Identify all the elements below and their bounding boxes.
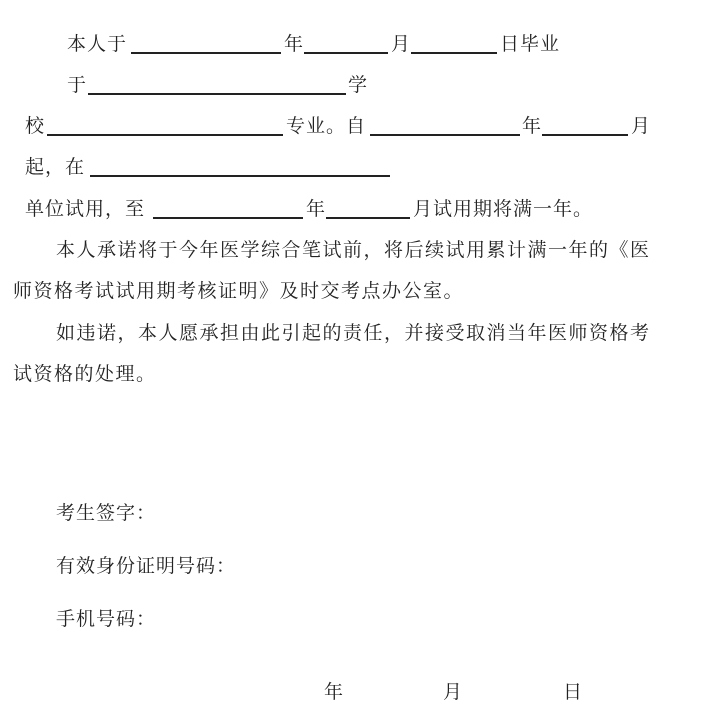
line5-suffix: 月试用期将满一年。 [413,198,594,220]
school-name-blank[interactable] [88,93,346,95]
paragraph1-line2: 师资格考试试用期考核证明》及时交考点办公室。 [13,280,465,302]
line5-year-label: 年 [306,198,327,220]
line1-month-label: 月 [391,33,412,55]
paragraph2-line2: 试资格的处理。 [13,363,157,385]
id-number-label: 有效身份证明号码： [56,555,237,577]
trial-start-year-blank[interactable] [370,134,520,136]
line3-month-label: 月 [631,115,652,137]
candidate-signature-label: 考生签字： [56,502,157,524]
graduation-month-blank[interactable] [304,52,388,54]
line1-suffix: 日毕业 [500,33,561,55]
trial-end-month-blank[interactable] [326,217,410,219]
paragraph2-line1: 如违诺，本人愿承担由此引起的责任，并接受取消当年医师资格考 [56,322,651,344]
phone-number-label: 手机号码： [56,608,157,630]
line4-prefix: 起，在 [25,156,86,178]
work-unit-blank[interactable] [90,175,390,177]
date-year-label: 年 [324,681,345,703]
line3-year-label: 年 [522,115,543,137]
trial-start-month-blank[interactable] [542,134,628,136]
line1-year-label: 年 [284,33,305,55]
line3-middle: 专业。自 [286,115,367,137]
graduation-year-blank[interactable] [131,52,281,54]
date-month-label: 月 [443,681,464,703]
line1-prefix: 本人于 [67,33,128,55]
line3-prefix: 校 [25,115,46,137]
paragraph1-line1: 本人承诺将于今年医学综合笔试前，将后续试用累计满一年的《医 [56,239,651,261]
line2-suffix: 学 [348,74,369,96]
line5-prefix: 单位试用，至 [25,198,146,220]
line2-prefix: 于 [67,74,88,96]
major-blank[interactable] [47,134,283,136]
trial-end-year-blank[interactable] [153,217,303,219]
date-day-label: 日 [563,681,584,703]
graduation-day-blank[interactable] [411,52,497,54]
